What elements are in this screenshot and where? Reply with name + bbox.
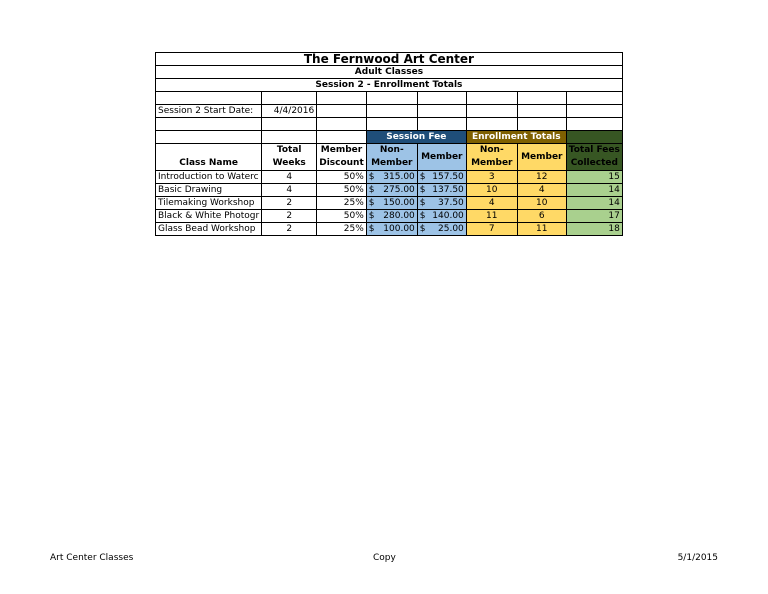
col-member-discount-line1: Member — [320, 145, 363, 155]
amount: 137.50 — [432, 185, 464, 195]
col-total-fees[interactable] — [566, 144, 622, 171]
currency-symbol: $ — [419, 224, 426, 234]
amount: 100.00 — [383, 224, 415, 234]
col-total-weeks[interactable] — [262, 144, 317, 171]
amount: 315.00 — [383, 172, 415, 182]
col-member-discount[interactable] — [317, 144, 367, 171]
empty-cell[interactable] — [566, 118, 622, 131]
col-fee-nonmember[interactable] — [366, 144, 417, 171]
enr-nonmember-cell[interactable]: 10 — [466, 184, 517, 197]
empty-cell[interactable] — [366, 105, 417, 118]
enrollment-totals-header[interactable]: Enrollment Totals — [466, 131, 566, 144]
discount-cell[interactable]: 50% — [317, 210, 367, 223]
amount: 140.00 — [432, 211, 464, 221]
footer-left-text: Art Center Classes — [50, 553, 134, 563]
col-total-fees-line2: Collected — [570, 158, 618, 168]
empty-cell[interactable] — [466, 105, 517, 118]
class-name-cell[interactable]: Glass Bead Workshop — [156, 223, 262, 236]
fee-member-cell[interactable] — [417, 184, 466, 197]
table-row — [156, 184, 623, 197]
col-enr-nonmember-line2: Member — [471, 158, 513, 168]
fee-member-cell[interactable] — [417, 210, 466, 223]
total-fees-header-band[interactable] — [566, 131, 622, 144]
empty-cell[interactable] — [262, 131, 317, 144]
empty-cell[interactable] — [566, 105, 622, 118]
sheet-subtitle[interactable]: Adult Classes — [156, 66, 623, 79]
sheet-title[interactable]: The Fernwood Art Center — [156, 53, 623, 66]
class-name-cell[interactable]: Tilemaking Workshop — [156, 197, 262, 210]
empty-cell[interactable] — [262, 92, 317, 105]
start-date-value[interactable]: 4/4/2016 — [262, 105, 317, 118]
currency-symbol: $ — [419, 172, 426, 182]
col-enr-nonmember[interactable] — [466, 144, 517, 171]
blank-row — [156, 92, 623, 105]
enr-nonmember-cell[interactable]: 4 — [466, 197, 517, 210]
empty-cell[interactable] — [156, 118, 262, 131]
empty-cell[interactable] — [366, 92, 417, 105]
total-fees-cell[interactable]: 18 — [566, 223, 622, 236]
empty-cell[interactable] — [517, 118, 566, 131]
fee-nonmember-cell[interactable] — [366, 210, 417, 223]
empty-cell[interactable] — [317, 131, 367, 144]
discount-cell[interactable]: 25% — [317, 223, 367, 236]
currency-symbol: $ — [368, 172, 375, 182]
empty-cell[interactable] — [317, 92, 367, 105]
fee-nonmember-cell[interactable] — [366, 197, 417, 210]
weeks-cell[interactable]: 4 — [262, 184, 317, 197]
empty-cell[interactable] — [317, 105, 367, 118]
col-fee-nonmember-line1: Non- — [379, 145, 404, 155]
total-fees-cell[interactable]: 14 — [566, 197, 622, 210]
empty-cell[interactable] — [366, 118, 417, 131]
currency-symbol: $ — [419, 211, 426, 221]
class-name-cell[interactable]: Black & White Photogr — [156, 210, 262, 223]
table-row — [156, 210, 623, 223]
discount-cell[interactable]: 25% — [317, 197, 367, 210]
amount: 25.00 — [438, 224, 464, 234]
currency-symbol: $ — [368, 211, 375, 221]
currency-symbol: $ — [368, 185, 375, 195]
table-row — [156, 223, 623, 236]
enr-member-cell[interactable]: 12 — [517, 171, 566, 184]
empty-cell[interactable] — [417, 105, 466, 118]
weeks-cell[interactable]: 2 — [262, 223, 317, 236]
col-total-weeks-line2: Weeks — [272, 158, 306, 168]
col-total-weeks-line1: Total — [276, 145, 302, 155]
currency-symbol: $ — [419, 198, 426, 208]
col-enr-member[interactable]: Member — [517, 144, 566, 171]
amount: 150.00 — [383, 198, 415, 208]
fee-nonmember-cell[interactable] — [366, 223, 417, 236]
total-fees-cell[interactable]: 17 — [566, 210, 622, 223]
start-date-row — [156, 105, 623, 118]
amount: 157.50 — [432, 172, 464, 182]
empty-cell[interactable] — [156, 131, 262, 144]
table-row — [156, 197, 623, 210]
enr-member-cell[interactable]: 10 — [517, 197, 566, 210]
col-member-discount-line2: Discount — [319, 158, 364, 168]
empty-cell[interactable] — [156, 92, 262, 105]
fee-member-cell[interactable] — [417, 171, 466, 184]
table-row — [156, 171, 623, 184]
class-name-cell[interactable]: Introduction to Waterc — [156, 171, 262, 184]
group-header-row — [156, 131, 623, 144]
total-fees-cell[interactable]: 14 — [566, 184, 622, 197]
footer-right-date: 5/1/2015 — [677, 553, 718, 563]
enr-nonmember-cell[interactable]: 3 — [466, 171, 517, 184]
currency-symbol: $ — [368, 198, 375, 208]
empty-cell[interactable] — [317, 118, 367, 131]
currency-symbol: $ — [368, 224, 375, 234]
sheet-subtitle-2[interactable]: Session 2 - Enrollment Totals — [156, 79, 623, 92]
amount: 37.50 — [438, 198, 464, 208]
currency-symbol: $ — [419, 185, 426, 195]
start-date-label[interactable]: Session 2 Start Date: — [156, 105, 262, 118]
amount: 275.00 — [383, 185, 415, 195]
enr-nonmember-cell[interactable]: 7 — [466, 223, 517, 236]
discount-cell[interactable]: 50% — [317, 184, 367, 197]
empty-cell[interactable] — [566, 92, 622, 105]
column-header-row — [156, 144, 623, 171]
enr-nonmember-cell[interactable]: 11 — [466, 210, 517, 223]
class-name-cell[interactable]: Basic Drawing — [156, 184, 262, 197]
col-class-name[interactable]: Class Name — [156, 144, 262, 171]
enrollment-table — [155, 52, 623, 236]
fee-member-cell[interactable] — [417, 197, 466, 210]
empty-cell[interactable] — [417, 118, 466, 131]
enr-member-cell[interactable]: 4 — [517, 184, 566, 197]
weeks-cell[interactable]: 4 — [262, 171, 317, 184]
fee-nonmember-cell[interactable] — [366, 171, 417, 184]
fee-member-cell[interactable] — [417, 223, 466, 236]
empty-cell[interactable] — [466, 118, 517, 131]
total-fees-cell[interactable]: 15 — [566, 171, 622, 184]
discount-cell[interactable]: 50% — [317, 171, 367, 184]
empty-cell[interactable] — [466, 92, 517, 105]
col-enr-nonmember-line1: Non- — [479, 145, 504, 155]
col-fee-nonmember-line2: Member — [371, 158, 413, 168]
blank-row — [156, 118, 623, 131]
enr-member-cell[interactable]: 11 — [517, 223, 566, 236]
fee-nonmember-cell[interactable] — [366, 184, 417, 197]
empty-cell[interactable] — [417, 92, 466, 105]
empty-cell[interactable] — [262, 118, 317, 131]
session-fee-header[interactable]: Session Fee — [366, 131, 466, 144]
col-total-fees-line1: Total Fees — [568, 145, 620, 155]
amount: 280.00 — [383, 211, 415, 221]
empty-cell[interactable] — [517, 105, 566, 118]
weeks-cell[interactable]: 2 — [262, 210, 317, 223]
footer-center-text: Copy — [373, 553, 396, 563]
empty-cell[interactable] — [517, 92, 566, 105]
weeks-cell[interactable]: 2 — [262, 197, 317, 210]
enr-member-cell[interactable]: 6 — [517, 210, 566, 223]
col-fee-member[interactable]: Member — [417, 144, 466, 171]
